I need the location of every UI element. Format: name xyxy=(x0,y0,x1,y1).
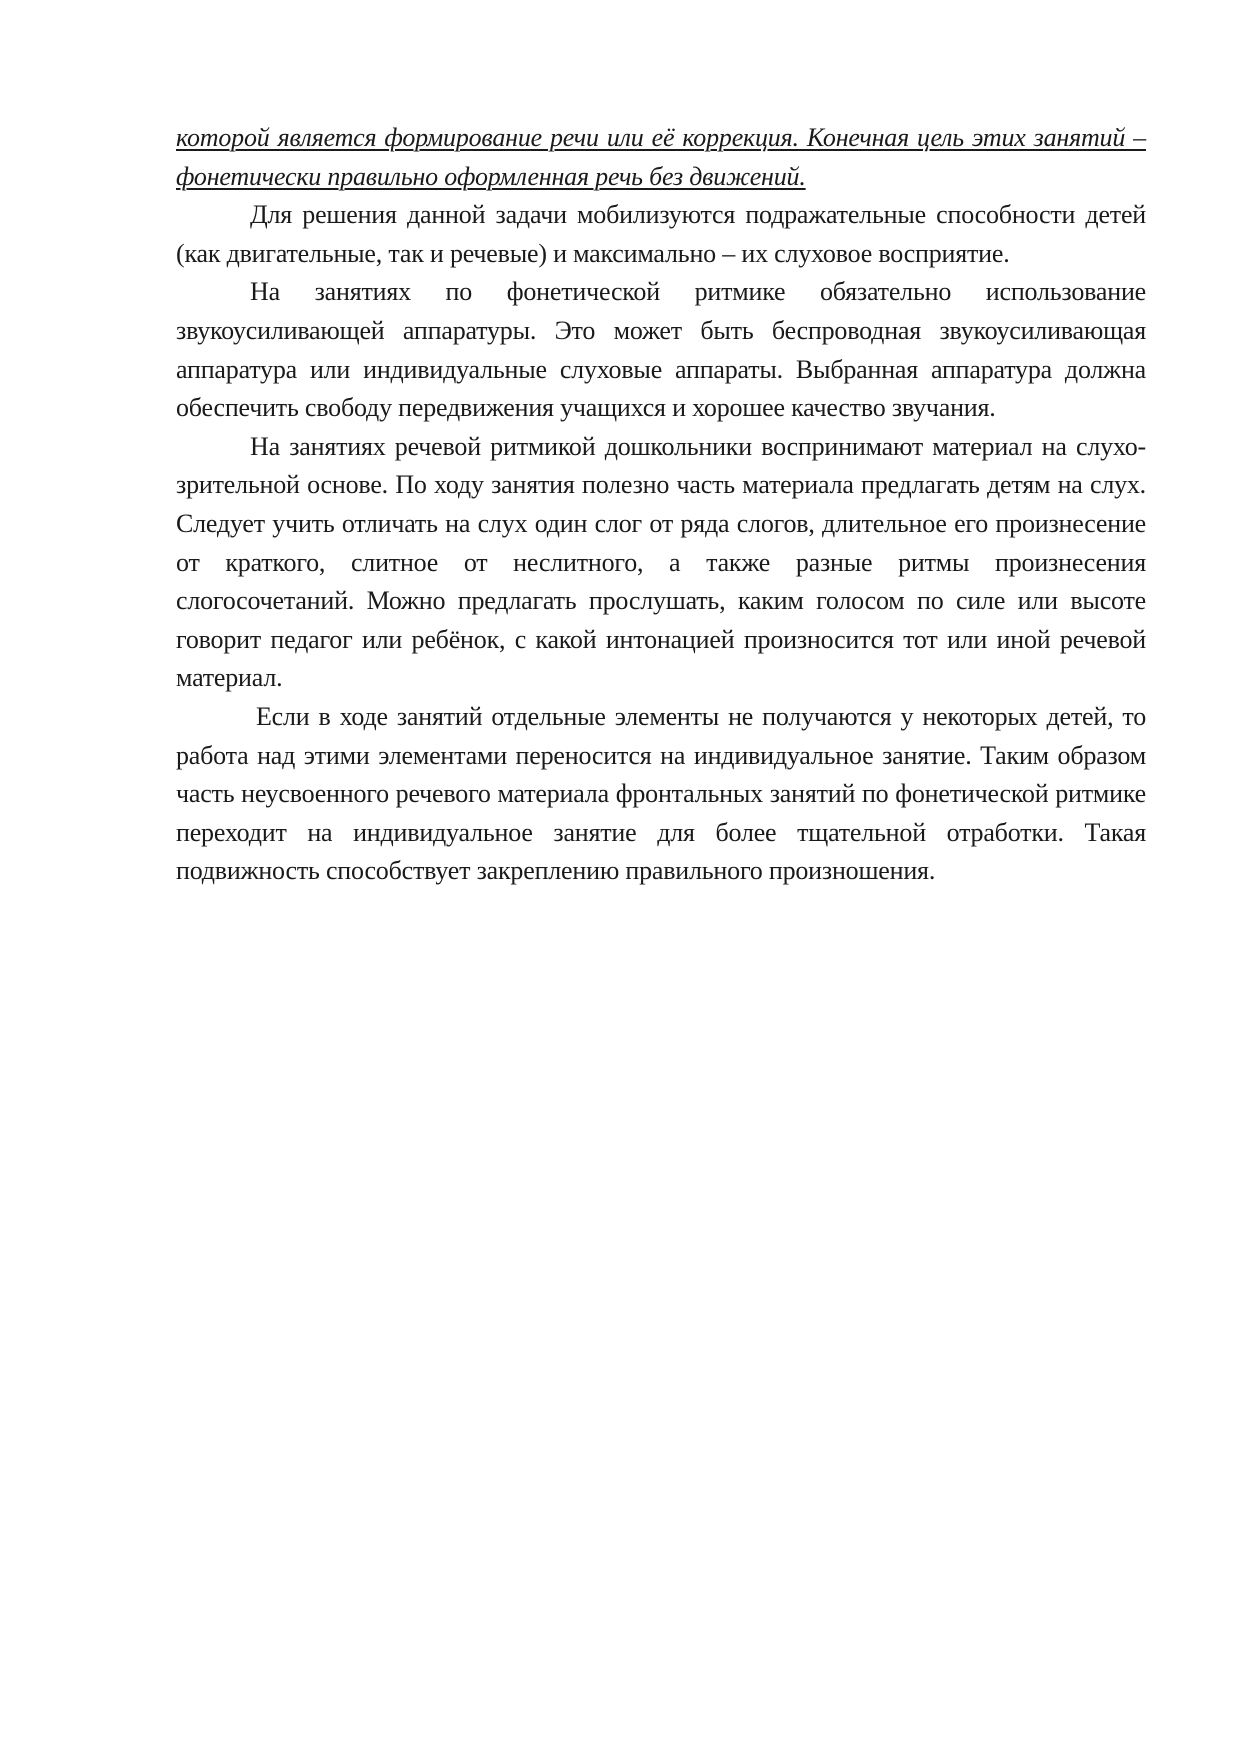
emphasized-text: которой является формирование речи или её коррекция. Конечная цель этих занятий – фонетически правильно оформленная речь без движений. xyxy=(176,123,1146,191)
paragraph-continuation xyxy=(176,119,1146,196)
paragraph-imitation-abilities: Для решения данной задачи мобилизуются подражательные способности детей (как двигательные, так и речевые) и максимально – их слуховое восприятие. xyxy=(176,200,1146,268)
paragraph-sound-equipment: На занятиях по фонетической ритмике обязательно использование звукоусиливающей аппаратуры. Это может быть беспроводная звукоусиливающая аппаратура или индивидуальные слуховые аппараты. Выбранная аппаратура должна обеспечить свободу передвижения учащихся и хорошее качество звучания. xyxy=(176,277,1146,423)
paragraph-individual-lessons: Если в ходе занятий отдельные элементы не получаются у некоторых детей, то работа над этими элементами переносится на индивидуальное занятие. Таким образом часть неусвоенного речевого материала фронтальных занятий по фонетической ритмике переходит на индивидуальное занятие для более тщательной отработки. Такая подвижность способствует закреплению правильного произношения. xyxy=(176,701,1146,886)
document-page xyxy=(176,119,1146,891)
paragraph-speech-rhythmics: На занятиях речевой ритмикой дошкольники воспринимают материал на слухо-зрительной основе. По ходу занятия полезно часть материала предлагать детям на слух. Следует учить отличать на слух один слог от ряда слогов, длительное его произнесение от краткого, слитное от неслитного, а также разные ритмы произнесения слогосочетаний. Можно предлагать прослушать, каким голосом по силе или высоте говорит педагог или ребёнок, с какой интонацией произносится тот или иной речевой материал. xyxy=(176,431,1146,693)
